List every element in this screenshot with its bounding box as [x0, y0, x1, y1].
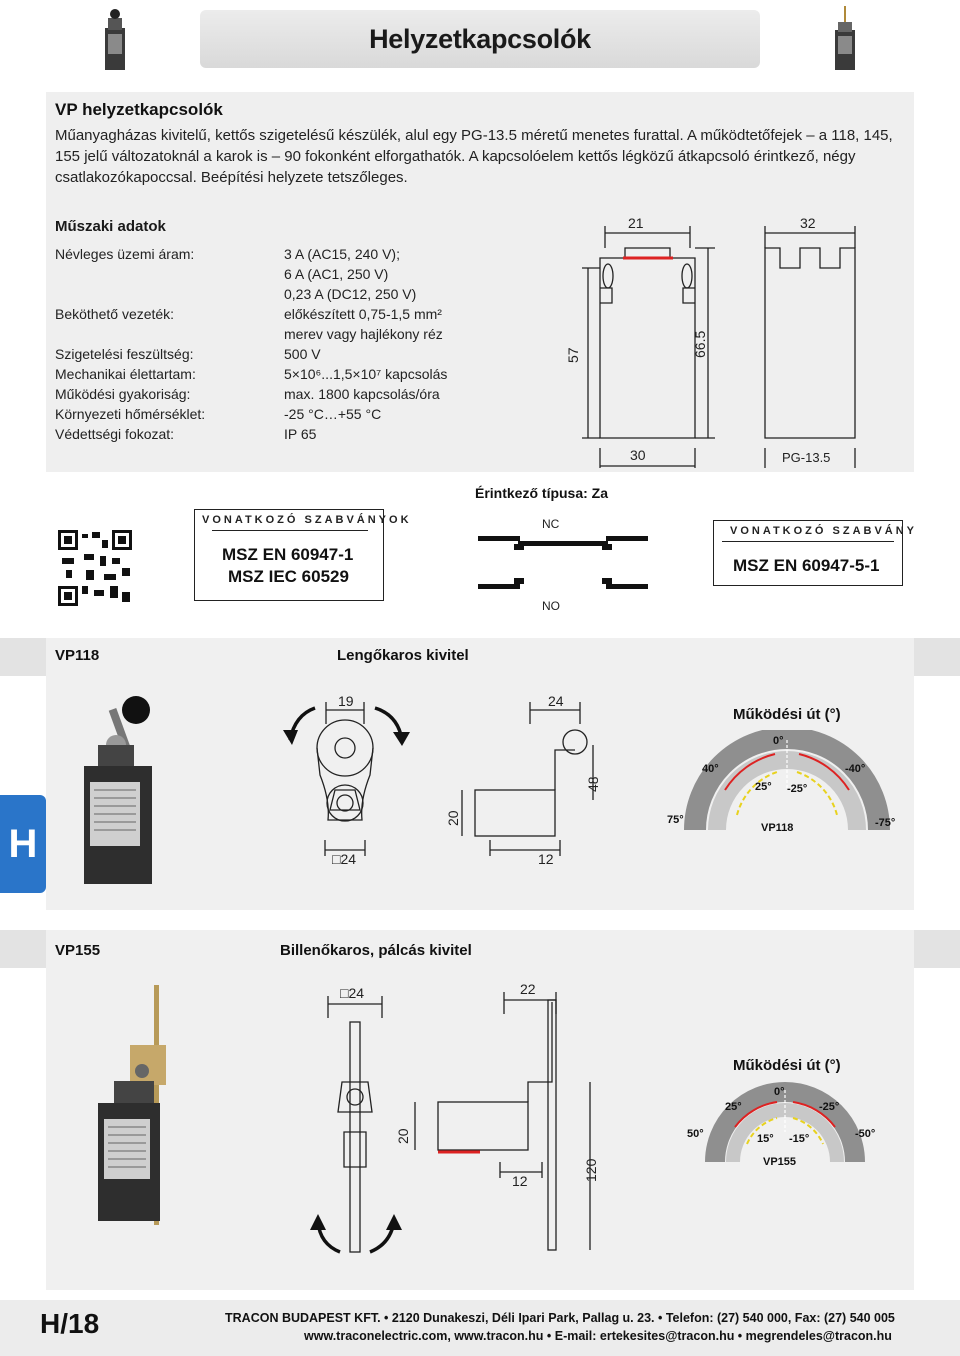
vp118-travel-title: Működési út (°)	[733, 706, 841, 723]
vp155-dim-12: 12	[512, 1173, 528, 1189]
section-tab-h: H	[0, 795, 46, 893]
vp118-dim-24sq: □24	[332, 851, 357, 867]
vp155-dim-120: 120	[583, 1158, 599, 1182]
travel-0: 0°	[773, 735, 784, 747]
travel-neg15: -15°	[789, 1133, 810, 1145]
vp118-title: Lengőkaros kivitel	[337, 647, 469, 664]
specs-title: Műszaki adatok	[55, 218, 166, 235]
vp155-photo	[90, 985, 180, 1230]
travel-model: VP118	[761, 822, 794, 834]
standard-2: MSZ IEC 60529	[228, 567, 349, 586]
header	[0, 0, 960, 92]
vp155-dim-24sq: □24	[340, 985, 365, 1001]
spec-label: Mechanikai élettartam:	[55, 366, 196, 382]
spec-label: Szigetelési feszültség:	[55, 346, 194, 362]
spec-label: Védettségi fokozat:	[55, 426, 175, 442]
spec-value: előkészített 0,75-1,5 mm²	[284, 306, 442, 322]
standards-right-heading: VONATKOZÓ SZABVÁNY	[730, 525, 918, 537]
dim-32-label: 32	[800, 215, 816, 231]
spec-value: 5×10⁶...1,5×10⁷ kapcsolás	[284, 366, 448, 382]
qr-code-icon	[56, 528, 134, 608]
limit-switch-photo-icon	[100, 6, 130, 72]
travel-neg25: -25°	[787, 783, 808, 795]
spec-value: merev vagy hajlékony réz	[284, 326, 443, 342]
travel-15: 15°	[757, 1133, 774, 1145]
page-number: H/18	[40, 1308, 100, 1339]
nc-label: NC	[542, 517, 560, 531]
spec-value: 0,23 A (DC12, 250 V)	[284, 286, 417, 302]
dim-30-label: 30	[630, 447, 646, 463]
standards-left-heading: VONATKOZÓ SZABVÁNYOK	[202, 514, 412, 526]
vp118-travel-diagram	[665, 730, 910, 840]
footer-address: TRACON BUDAPEST KFT. • 2120 Dunakeszi, Déli Ipari Park, Pallag u. 23. • Telefon: (27) 540 000, Fax: (27) 540 005	[225, 1311, 895, 1325]
spec-value: max. 1800 kapcsolás/óra	[284, 386, 440, 402]
travel-model: VP155	[763, 1156, 797, 1168]
intro-title: VP helyzetkapcsolók	[55, 100, 223, 119]
vp155-travel-title: Működési út (°)	[733, 1057, 841, 1074]
travel-25: 25°	[725, 1101, 742, 1113]
vp155-travel-diagram	[685, 1082, 885, 1172]
dim-66-5-label: 66.5	[692, 330, 708, 358]
vp118-dim-24: 24	[548, 693, 564, 709]
dim-57-label: 57	[565, 347, 581, 363]
travel-neg75: -75°	[875, 817, 896, 829]
intro-text: Műanyagházas kivitelű, kettős szigetelésű készülék, alul egy PG-13.5 méretű menetes furattal. A működtetőfejek – a 118, 145, 155 jelű változatoknál a karok is – 90 fokonként elforgathatók. A kapcsolóelem kettős légközű átkapcsoló érintkező, négy csatlakozókapoccsal. Beépítési helyzete tetszőleges.	[55, 127, 893, 186]
spec-value: 3 A (AC15, 240 V);	[284, 246, 400, 262]
contact-diagram	[478, 508, 648, 618]
contact-type-title: Érintkező típusa: Za	[475, 485, 609, 501]
travel-neg25: -25°	[819, 1101, 840, 1113]
vp118-dimension-drawing	[280, 690, 610, 870]
travel-neg40: -40°	[845, 763, 866, 775]
spec-label: Beköthető vezeték:	[55, 306, 175, 322]
vp155-dimension-drawing	[290, 982, 620, 1272]
travel-0: 0°	[774, 1086, 785, 1098]
vp155-title: Billenőkaros, pálcás kivitel	[280, 942, 472, 959]
spec-label: Környezeti hőmérséklet:	[55, 406, 206, 422]
footer	[0, 1300, 960, 1356]
spec-value: -25 °C…+55 °C	[284, 406, 382, 422]
standard-1: MSZ EN 60947-1	[222, 545, 354, 564]
dim-21-label: 21	[628, 215, 644, 231]
vp118-dim-48: 48	[585, 776, 601, 792]
spec-value: 6 A (AC1, 250 V)	[284, 266, 389, 282]
vp155-dim-22: 22	[520, 982, 536, 997]
travel-40: 40°	[702, 763, 719, 775]
no-label: NO	[542, 599, 560, 613]
vp155-dim-20: 20	[395, 1128, 411, 1144]
spec-label: Névleges üzemi áram:	[55, 246, 195, 262]
footer-contact: www.traconelectric.com, www.tracon.hu • E-mail: ertekesites@tracon.hu • megrendeles@tracon.hu	[304, 1329, 892, 1343]
vp118-code: VP118	[55, 647, 100, 664]
travel-50: 50°	[687, 1128, 704, 1140]
travel-25: 25°	[755, 781, 772, 793]
spec-value: IP 65	[284, 426, 317, 442]
standard-3: MSZ EN 60947-5-1	[733, 556, 880, 575]
dimension-drawing-body	[560, 208, 880, 468]
travel-neg50: -50°	[855, 1128, 876, 1140]
spec-value: 500 V	[284, 346, 321, 362]
rod-switch-photo-icon	[830, 6, 860, 72]
vp118-dim-12: 12	[538, 851, 554, 867]
vp118-photo	[76, 690, 166, 890]
vp155-code: VP155	[55, 942, 101, 959]
vp118-dim-20: 20	[445, 810, 461, 826]
spec-label: Működési gyakoriság:	[55, 386, 191, 402]
page-title: Helyzetkapcsolók	[369, 24, 591, 54]
vp118-dim-19: 19	[338, 693, 354, 709]
pg-thread-label: PG-13.5	[782, 450, 831, 465]
travel-75: 75°	[667, 814, 684, 826]
